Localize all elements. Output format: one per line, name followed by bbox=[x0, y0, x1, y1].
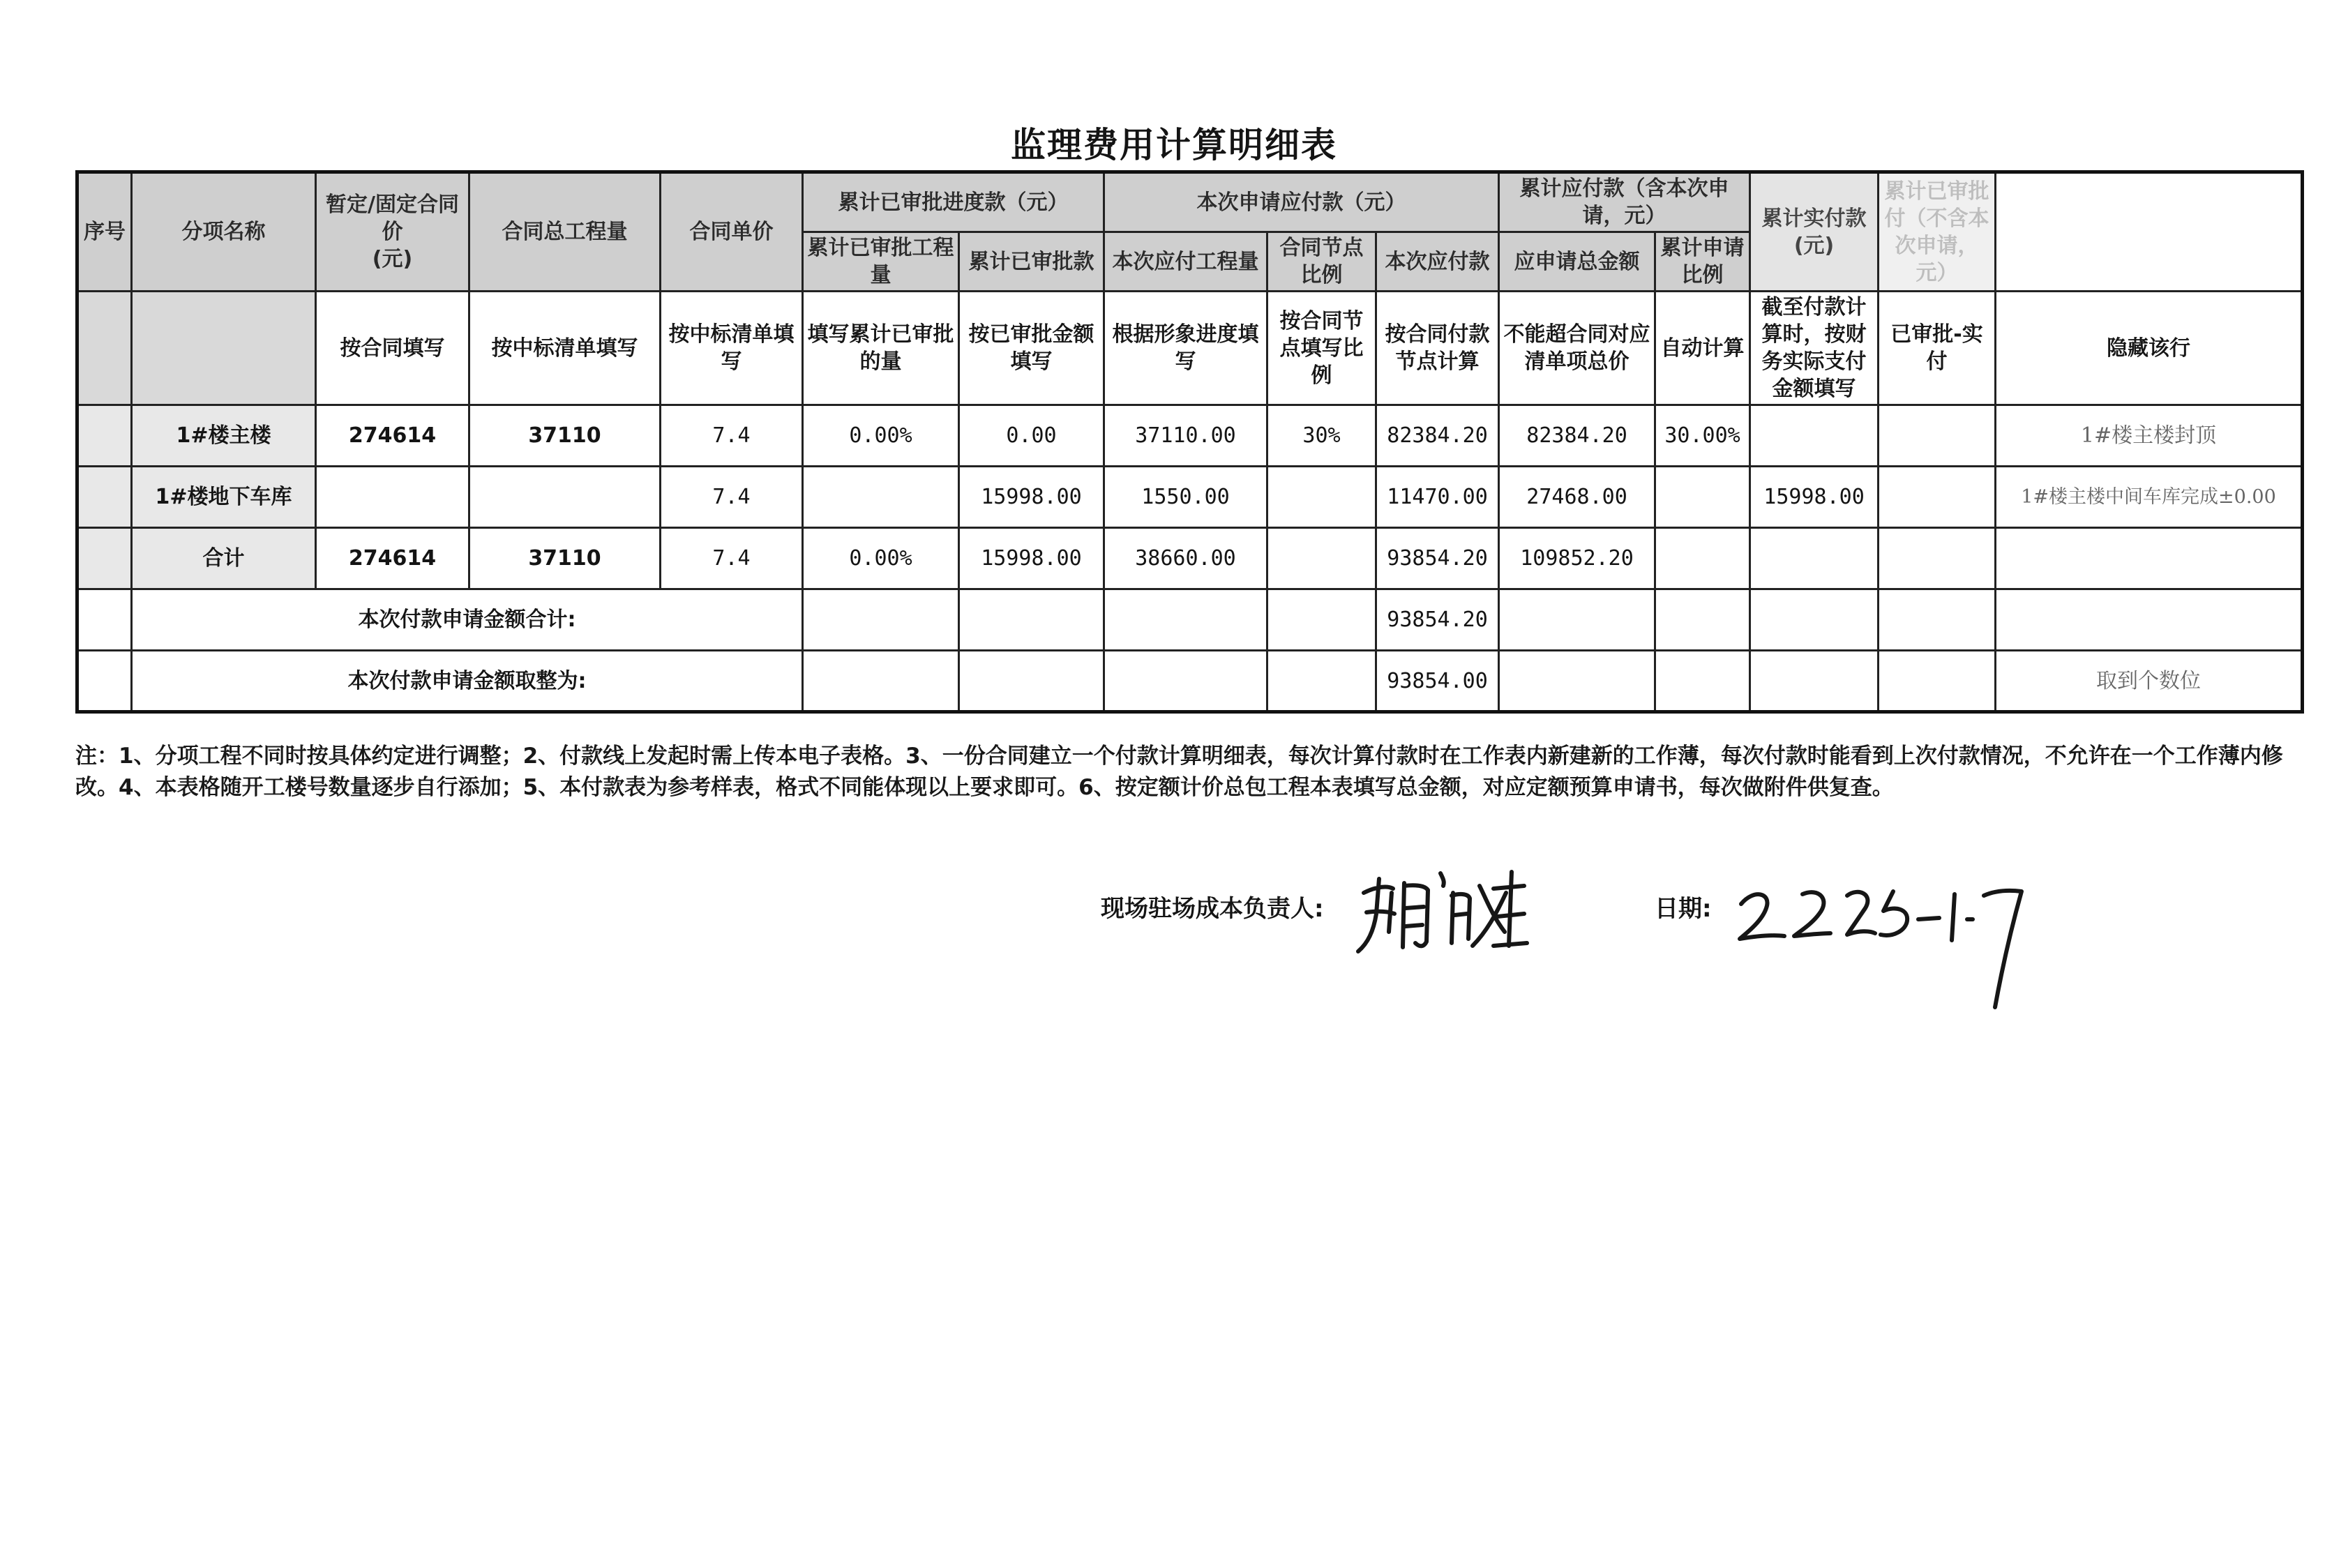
row-approved-unpaid bbox=[1879, 467, 1996, 528]
cum-actual-header: 累计实付款 (元) bbox=[1750, 172, 1879, 292]
approved-unpaid-header: 累计已审批付（不含本次申请，元） bbox=[1879, 172, 1996, 292]
table-row bbox=[77, 467, 2303, 528]
row-item-name: 1#楼地下车库 bbox=[132, 467, 316, 528]
empty-cell bbox=[1267, 651, 1376, 712]
instruction-contract-price: 按合同填写 bbox=[316, 292, 469, 405]
contract-price-header: 暂定/固定合同价 (元) bbox=[316, 172, 469, 292]
row-cum-actual bbox=[1750, 405, 1879, 467]
row-total-qty: 37110 bbox=[469, 405, 661, 467]
empty-cell bbox=[1267, 589, 1376, 651]
row-this-qty: 1550.00 bbox=[1104, 467, 1267, 528]
row-node-ratio: 30% bbox=[1267, 405, 1376, 467]
empty-cell bbox=[959, 651, 1104, 712]
empty-cell bbox=[1879, 589, 1996, 651]
row-total-qty: 37110 bbox=[469, 528, 661, 589]
summary-seq-cell bbox=[77, 589, 132, 651]
handwritten-signature bbox=[1350, 865, 1531, 963]
item-name-header: 分项名称 bbox=[132, 172, 316, 292]
row-approved-unpaid bbox=[1879, 405, 1996, 467]
empty-cell bbox=[803, 651, 959, 712]
row-total-requested: 82384.20 bbox=[1499, 405, 1655, 467]
cum-approved-qty-header: 累计已审批工程量 bbox=[803, 232, 959, 292]
summary-rounded-remark: 取到个数位 bbox=[1996, 651, 2303, 712]
seq-header: 序号 bbox=[77, 172, 132, 292]
row-node-ratio bbox=[1267, 467, 1376, 528]
instruction-name-cell bbox=[132, 292, 316, 405]
row-cum-approved-qty bbox=[803, 467, 959, 528]
row-seq-cell bbox=[77, 405, 132, 467]
notes: 注：1、分项工程不同时按具体约定进行调整；2、付款线上发起时需上传本电子表格。3、一份合同建立一个付款计算明细表，每次计算付款时在工作表内新建新的工作薄，每次付款时能看到上次付款情况，不允许在一个工作薄内修改。4、本表格随开工楼号数量逐步自行添加；5、本付款表为参考样表，格式不同能体现以上要求即可。6、按定额计价总包工程本表填写总金额，对应定额预算申请书，每次做附件供复查。 bbox=[75, 744, 2283, 800]
instruction-cum-approved-amount: 按已审批金额填写 bbox=[959, 292, 1104, 405]
empty-cell bbox=[1499, 589, 1655, 651]
instruction-unit-price: 按中标清单填写 bbox=[661, 292, 803, 405]
row-cum-actual: 15998.00 bbox=[1750, 467, 1879, 528]
empty-cell bbox=[1879, 651, 1996, 712]
instruction-cum-actual: 截至付款计算时，按财务实际支付金额填写 bbox=[1750, 292, 1879, 405]
instruction-cum-request-ratio: 自动计算 bbox=[1655, 292, 1750, 405]
instruction-node-ratio: 按合同节点填写比例 bbox=[1267, 292, 1376, 405]
instruction-this-payable: 按合同付款节点计算 bbox=[1376, 292, 1499, 405]
row-approved-unpaid bbox=[1879, 528, 1996, 589]
summary-total-remark bbox=[1996, 589, 2303, 651]
row-remark: 1#楼主楼封顶 bbox=[1996, 405, 2303, 467]
this-request-group-header: 本次申请应付款（元） bbox=[1104, 172, 1499, 232]
this-payable-header: 本次应付款 bbox=[1376, 232, 1499, 292]
row-cum-approved-amount: 0.00 bbox=[959, 405, 1104, 467]
row-total-requested: 109852.20 bbox=[1499, 528, 1655, 589]
instruction-row bbox=[77, 292, 2303, 405]
empty-cell bbox=[1499, 651, 1655, 712]
instruction-this-qty: 根据形象进度填写 bbox=[1104, 292, 1267, 405]
empty-cell bbox=[803, 589, 959, 651]
instruction-approved-unpaid: 已审批-实付 bbox=[1879, 292, 1996, 405]
row-this-qty: 37110.00 bbox=[1104, 405, 1267, 467]
row-this-payable: 11470.00 bbox=[1376, 467, 1499, 528]
instruction-cum-approved-qty: 填写累计已审批的量 bbox=[803, 292, 959, 405]
row-total-requested: 27468.00 bbox=[1499, 467, 1655, 528]
summary-row-rounded bbox=[77, 651, 2303, 712]
total-row bbox=[77, 528, 2303, 589]
empty-cell bbox=[1750, 651, 1879, 712]
summary-rounded-value: 93854.00 bbox=[1376, 651, 1499, 712]
row-remark bbox=[1996, 528, 2303, 589]
row-remark: 1#楼主楼中间车库完成±0.00 bbox=[1996, 467, 2303, 528]
fee-table bbox=[75, 170, 2304, 714]
date-label: 日期: bbox=[1655, 895, 1712, 923]
row-contract-price: 274614 bbox=[316, 405, 469, 467]
row-unit-price: 7.4 bbox=[661, 528, 803, 589]
signature-label: 现场驻场成本负责人: bbox=[1101, 895, 1324, 923]
empty-cell bbox=[1104, 589, 1267, 651]
row-contract-price: 274614 bbox=[316, 528, 469, 589]
node-ratio-header: 合同节点比例 bbox=[1267, 232, 1376, 292]
page-title: 监理费用计算明细表 bbox=[1011, 125, 1337, 165]
row-node-ratio bbox=[1267, 528, 1376, 589]
unit-price-header: 合同单价 bbox=[661, 172, 803, 292]
cum-approved-amount-header: 累计已审批款 bbox=[959, 232, 1104, 292]
empty-cell bbox=[1655, 589, 1750, 651]
row-this-payable: 93854.20 bbox=[1376, 528, 1499, 589]
instruction-total-qty: 按中标清单填写 bbox=[469, 292, 661, 405]
header-row-1 bbox=[77, 172, 2303, 232]
empty-cell bbox=[1655, 651, 1750, 712]
row-seq-cell bbox=[77, 467, 132, 528]
total-requested-header: 应申请总金额 bbox=[1499, 232, 1655, 292]
cum-approved-group-header: 累计已审批进度款（元） bbox=[803, 172, 1104, 232]
row-cum-approved-amount: 15998.00 bbox=[959, 467, 1104, 528]
table-row bbox=[77, 405, 2303, 467]
row-cum-actual bbox=[1750, 528, 1879, 589]
row-item-name: 1#楼主楼 bbox=[132, 405, 316, 467]
row-this-payable: 82384.20 bbox=[1376, 405, 1499, 467]
cum-payable-group-header: 累计应付款（含本次申请，元） bbox=[1499, 172, 1750, 232]
row-cum-request-ratio: 30.00% bbox=[1655, 405, 1750, 467]
empty-cell bbox=[1104, 651, 1267, 712]
row-cum-request-ratio bbox=[1655, 528, 1750, 589]
row-cum-approved-qty: 0.00% bbox=[803, 528, 959, 589]
cum-request-ratio-header: 累计申请比例 bbox=[1655, 232, 1750, 292]
row-cum-request-ratio bbox=[1655, 467, 1750, 528]
row-cum-approved-amount: 15998.00 bbox=[959, 528, 1104, 589]
summary-total-value: 93854.20 bbox=[1376, 589, 1499, 651]
row-cum-approved-qty: 0.00% bbox=[803, 405, 959, 467]
summary-seq-cell bbox=[77, 651, 132, 712]
row-item-name: 合计 bbox=[132, 528, 316, 589]
instruction-total-requested: 不能超合同对应清单项总价 bbox=[1499, 292, 1655, 405]
empty-cell bbox=[1750, 589, 1879, 651]
total-qty-header: 合同总工程量 bbox=[469, 172, 661, 292]
row-unit-price: 7.4 bbox=[661, 405, 803, 467]
row-unit-price: 7.4 bbox=[661, 467, 803, 528]
row-contract-price bbox=[316, 467, 469, 528]
summary-rounded-label: 本次付款申请金额取整为: bbox=[132, 651, 803, 712]
row-total-qty bbox=[469, 467, 661, 528]
instruction-seq-cell bbox=[77, 292, 132, 405]
summary-total-label: 本次付款申请金额合计: bbox=[132, 589, 803, 651]
row-seq-cell bbox=[77, 528, 132, 589]
this-qty-header: 本次应付工程量 bbox=[1104, 232, 1267, 292]
handwritten-date bbox=[1736, 884, 2029, 1017]
summary-row-total bbox=[77, 589, 2303, 651]
instruction-hide-row: 隐藏该行 bbox=[1996, 292, 2303, 405]
empty-cell bbox=[959, 589, 1104, 651]
blank-header bbox=[1996, 172, 2303, 292]
row-this-qty: 38660.00 bbox=[1104, 528, 1267, 589]
